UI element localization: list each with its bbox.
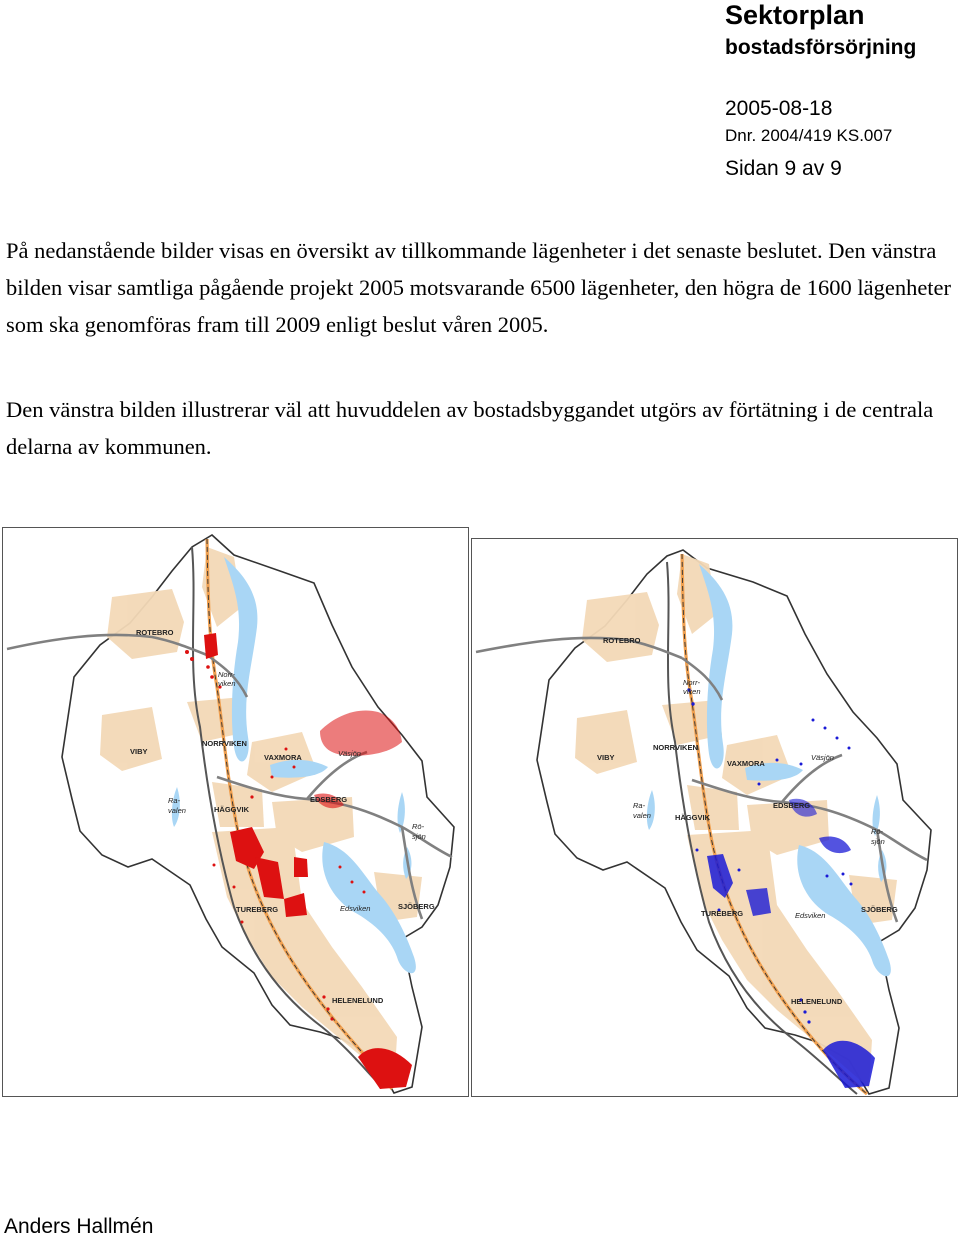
label-norrviken-lake-2: viken [683, 687, 701, 696]
label-edsviken: Edsviken [795, 911, 826, 920]
label-sjoberg: SJÖBERG [398, 902, 435, 911]
map-projects-until-2009 [471, 538, 958, 1097]
label-viby: VIBY [597, 753, 615, 762]
label-rosjon-2: sjön [412, 832, 426, 841]
label-rosjon-2: sjön [871, 837, 885, 846]
label-ravalen-1: Ra- [633, 801, 646, 810]
body-paragraph-2: Den vänstra bilden illustrerar väl att huvuddelen av bostadsbyggandet utgörs av förtätning i de centrala delarna av kommunen. [6, 397, 934, 459]
label-tureberg: TUREBERG [701, 909, 744, 918]
label-norrviken-lake-1: Norr- [218, 670, 235, 679]
label-helenelund: HELENELUND [791, 997, 843, 1006]
label-norrviken-lake-2: viken [218, 679, 236, 688]
label-haggvik: HÄGGVIK [675, 813, 711, 822]
document-date: 2005-08-18 [725, 97, 833, 120]
map-left-svg [2, 527, 469, 1097]
label-norrviken: NORRVIKEN [202, 739, 247, 748]
document-title: Sektorplan [725, 0, 865, 30]
document-reference-number: Dnr. 2004/419 KS.007 [725, 126, 893, 145]
label-vasjon: Väsjön [338, 749, 361, 758]
label-edsberg: EDSBERG [773, 801, 811, 810]
label-norrviken-lake-1: Norr- [683, 678, 700, 687]
label-vaxmora: VAXMORA [727, 759, 765, 768]
label-ravalen-2: valen [168, 806, 186, 815]
label-rosjon-1: Rö- [871, 827, 884, 836]
document-subtitle: bostadsförsörjning [725, 36, 917, 59]
label-rotebro: ROTEBRO [136, 628, 174, 637]
label-ravalen-1: Ra- [168, 796, 181, 805]
label-vasjon: Väsjön [811, 753, 834, 762]
label-edsberg: EDSBERG [310, 795, 348, 804]
label-viby: VIBY [130, 747, 148, 756]
label-helenelund: HELENELUND [332, 996, 384, 1005]
label-sjoberg: SJÖBERG [861, 905, 898, 914]
label-haggvik: HÄGGVIK [214, 805, 250, 814]
label-ravalen-2: valen [633, 811, 651, 820]
label-vaxmora: VAXMORA [264, 753, 302, 762]
author-name: Anders Hallmén [4, 1215, 154, 1238]
label-rotebro: ROTEBRO [603, 636, 641, 645]
label-rosjon-1: Rö- [412, 822, 425, 831]
map-right-svg [471, 538, 958, 1097]
label-edsviken: Edsviken [340, 904, 371, 913]
page-number: Sidan 9 av 9 [725, 157, 842, 180]
map-all-projects-2005 [2, 527, 469, 1097]
body-paragraph-1: På nedanstående bilder visas en översikt av tillkommande lägenheter i det senaste beslutet. Den vänstra bilden visar samtliga pågående projekt 2005 motsvarande 6500 lägenheter, den högra de 1600 lägenheter som ska genomföras fram till 2009 enligt beslut våren 2005. [6, 238, 952, 337]
label-norrviken: NORRVIKEN [653, 743, 698, 752]
label-tureberg: TUREBERG [236, 905, 279, 914]
